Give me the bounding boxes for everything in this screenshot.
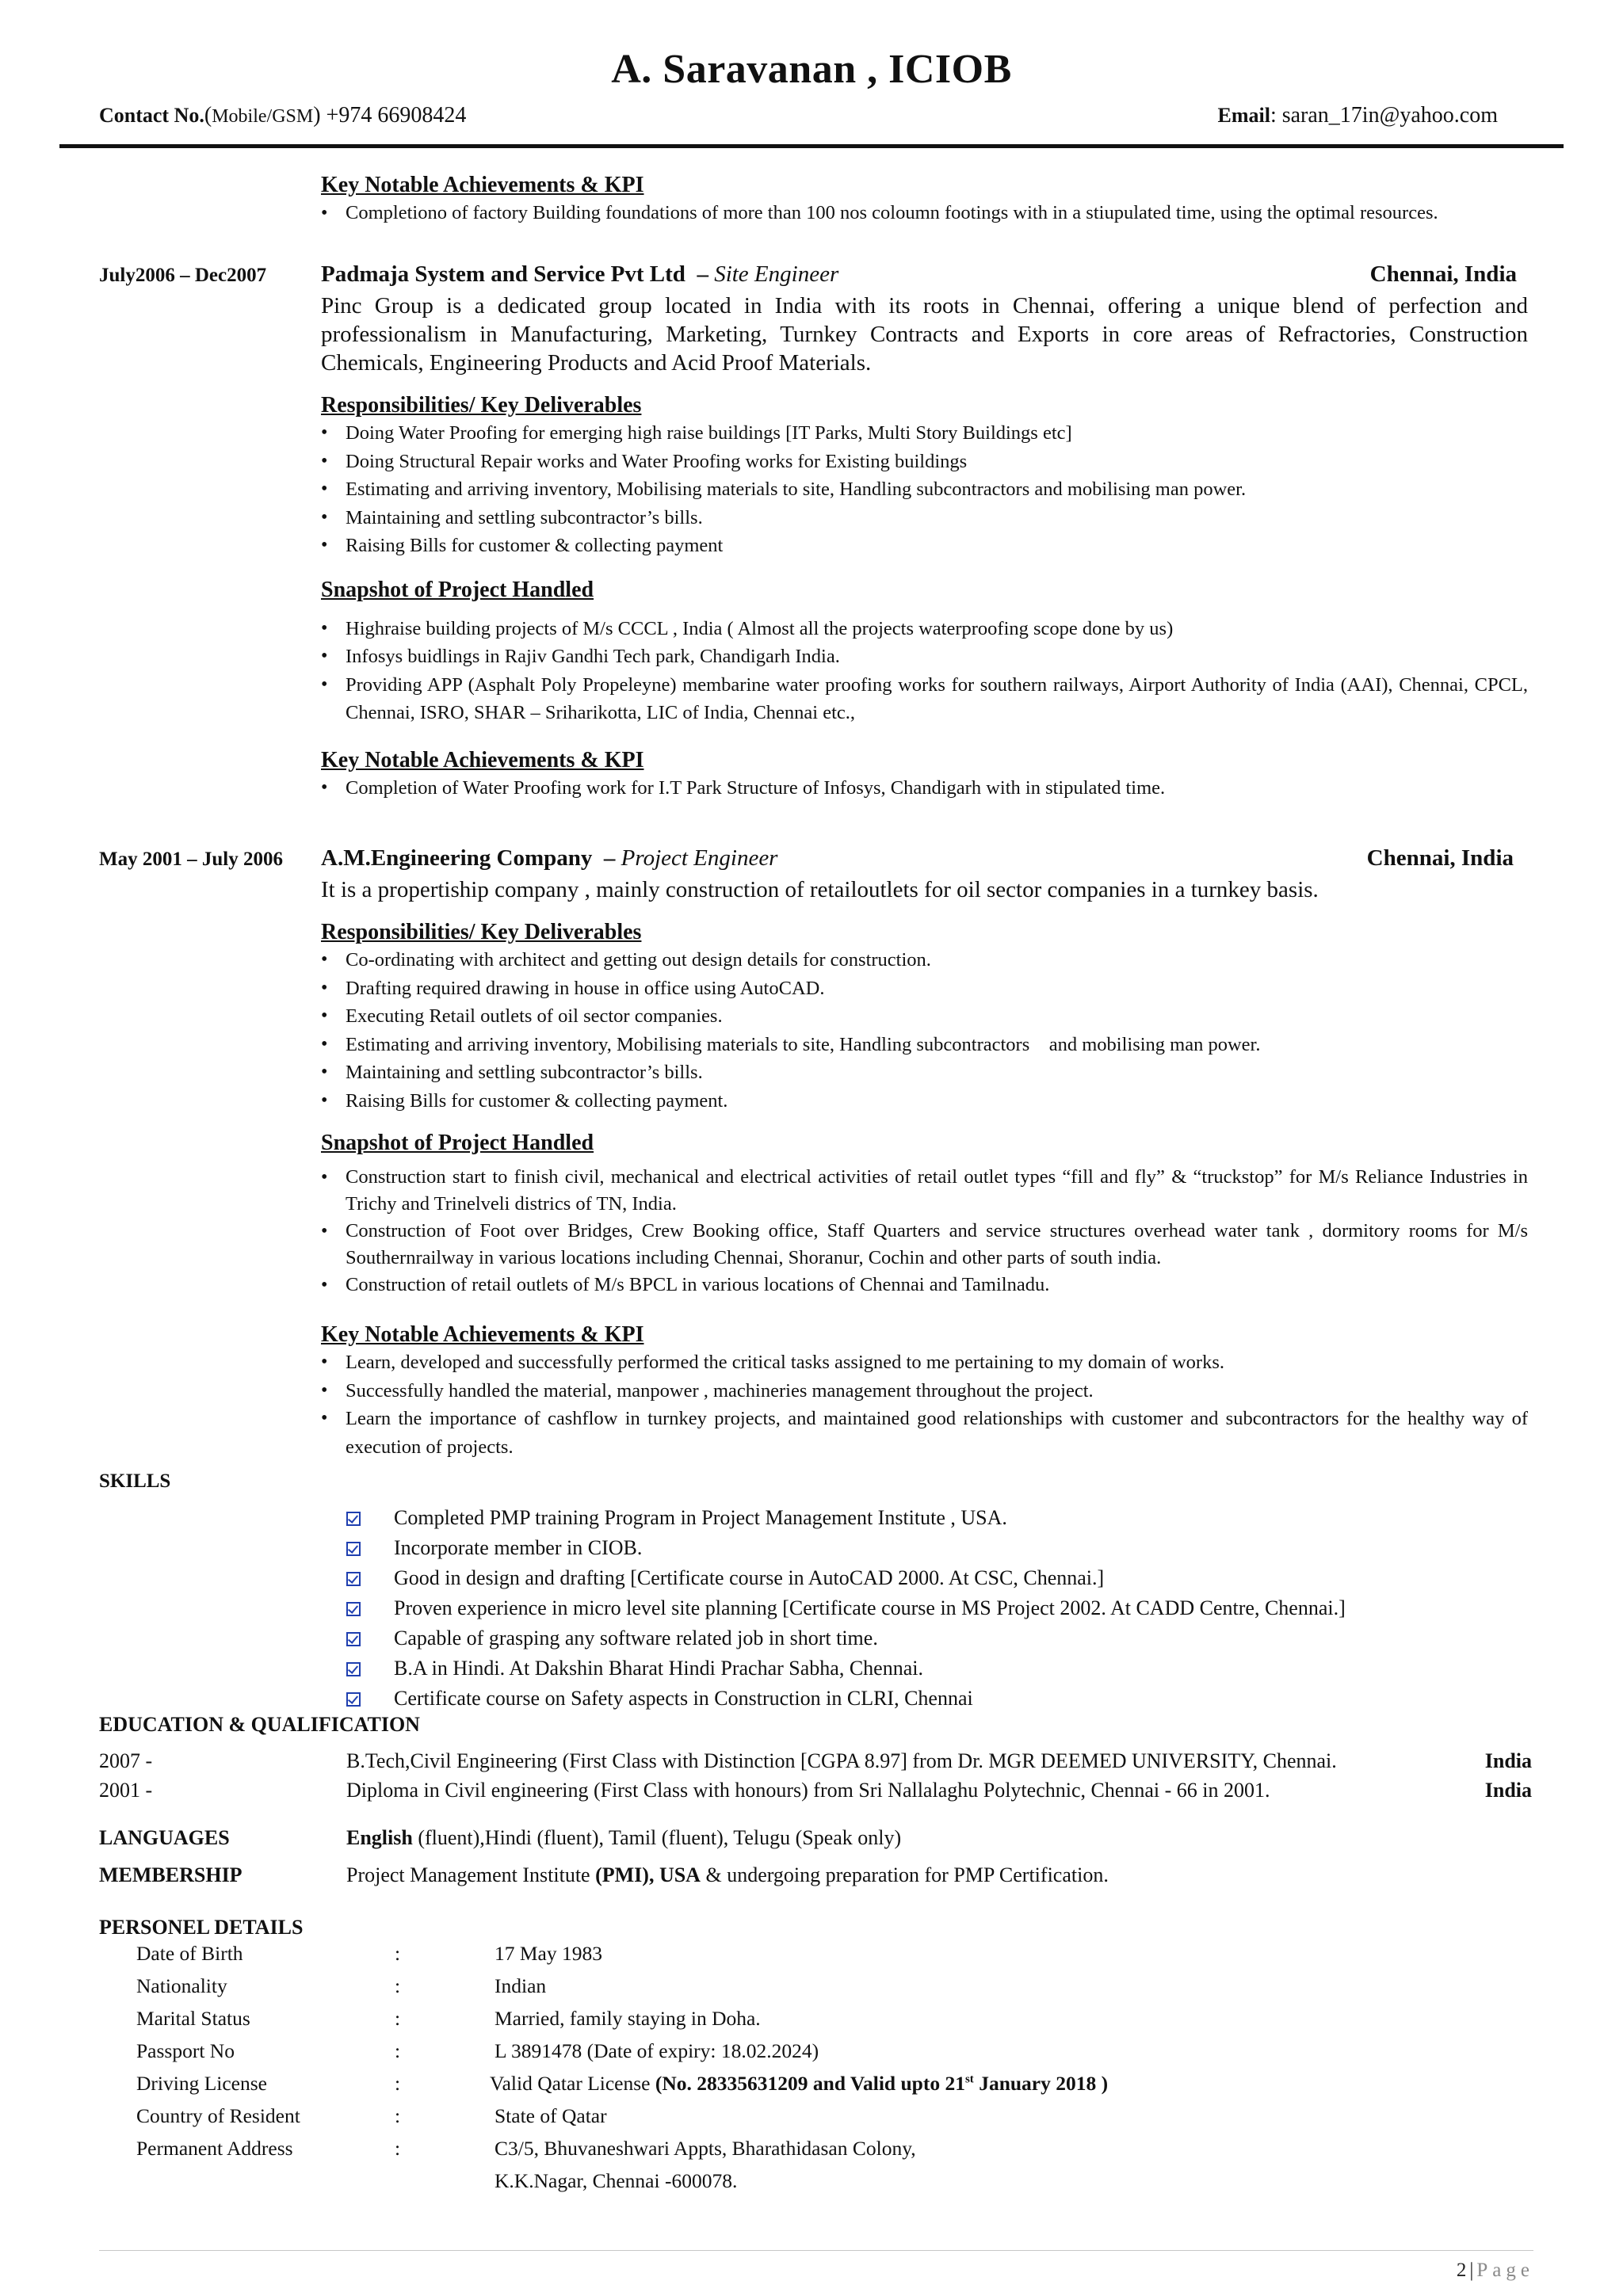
colon: : [395,2039,401,2062]
personal-heading: PERSONEL DETAILS [99,1916,304,1939]
job-role: Project Engineer [621,845,778,871]
phone-number: +974 66908424 [326,103,467,128]
education-text: B.Tech,Civil Engineering (First Class with Distinction [CGPA 8.97] from Dr. MGR DEEMED UNIVERSITY, Chennai. [346,1749,1337,1772]
checkbox-icon [346,1542,361,1556]
job-location: Chennai, India [1369,261,1517,287]
license-date: January 2018 ) [973,2072,1109,2095]
field-value: C3/5, Bhuvaneshwari Appts, Bharathidasan Colony, [495,2137,916,2160]
footer-divider [99,2250,1533,2251]
company-description: Pinc Group is a dedicated group located in India with its roots in Chennai, offering a unique blend of perfection and professionalism in Manufacturing, Marketing, Turnkey Contracts and Exports in core areas of Refractories, Construction Chemicals, Engineering Products and Acid Proof Materials. [321,293,1528,376]
colon: : [395,1942,401,1965]
section-heading: Responsibilities/ Key Deliverables [321,393,642,418]
field-value: Indian [495,1974,547,1997]
education-year: 2001 - [99,1779,153,1802]
job-role: Site Engineer [714,261,839,287]
paren-close: ) [313,103,321,128]
list-item: • Co-ordinating with architect and getting out design details for construction. [321,946,1528,974]
field-label: Passport No [136,2039,235,2062]
list-item: • Maintaining and settling subcontractor’s bills. [321,1058,1528,1087]
section-heading: Key Notable Achievements & KPI [321,173,644,197]
languages-label: LANGUAGES [99,1826,230,1849]
membership-post: & undergoing preparation for PMP Certification. [700,1863,1109,1886]
membership-label: MEMBERSHIP [99,1863,242,1886]
skill-text: B.A in Hindi. At Dakshin Bharat Hindi Prachar Sabha, Chennai. [394,1657,923,1680]
dash: – [697,261,708,287]
list-item: • Providing APP (Asphalt Poly Propeleyne) membarine water proofing works for southern railways, Airport Authority of India (AAI), Chennai, CPCL, Chennai, ISRO, SHAR – Sriharikotta, LIC of India, Chennai etc., [321,671,1528,727]
email-line [1217,103,1498,128]
field-value: Married, family staying in Doha. [495,2007,761,2030]
license-pre: Valid Qatar License [490,2072,655,2095]
education-country: India [1484,1779,1532,1802]
kpi-list [321,774,1528,803]
languages-rest: (fluent),Hindi (fluent), Tamil (fluent), Telugu (Speak only) [412,1826,902,1849]
checkbox-icon [346,1662,361,1676]
list-item: • Raising Bills for customer & collecting payment [321,532,1528,560]
personal-row-address-2 [136,2169,1325,2202]
project-list [321,615,1528,727]
job1-section [321,261,1528,802]
section-heading: Key Notable Achievements & KPI [321,1322,644,1347]
languages-value [346,1826,901,1850]
skill-text: Proven experience in micro level site planning [Certificate course in MS Project 2002. At CADD Centre, Chennai.] [394,1596,1346,1619]
email-label: Email [1217,104,1270,127]
colon: : [395,2072,401,2095]
personal-row-address [136,2137,1325,2169]
field-value [490,2072,1108,2096]
education-country: India [1484,1749,1532,1772]
kpi-list [321,200,1528,227]
skill-text: Certificate course on Safety aspects in Construction in CLRI, Chennai [394,1687,973,1710]
project-list [321,1164,1528,1299]
job-period: July2006 – Dec2007 [99,265,267,286]
email-address: : saran_17in@yahoo.com [1270,103,1498,128]
membership-value [346,1863,1109,1887]
list-item: • Completion of Water Proofing work for I.T Park Structure of Infosys, Chandigarh with in stipulated time. [321,774,1528,803]
kpi-list [321,1348,1528,1461]
checkbox-icon [346,1512,361,1526]
list-item: • Highraise building projects of M/s CCCL , India ( Almost all the projects waterproofing scope done by us) [321,615,1528,643]
job-heading [321,261,1528,292]
list-item: • Maintaining and settling subcontractor’s bills. [321,504,1528,532]
field-label: Driving License [136,2072,267,2095]
field-value: 17 May 1983 [495,1942,602,1965]
language-english: English [346,1826,413,1849]
list-item: • Estimating and arriving inventory, Mobilising materials to site, Handling subcontractors and mobilising man power. [321,475,1528,504]
list-item: • Raising Bills for customer & collecting payment. [321,1087,1528,1116]
field-label: Permanent Address [136,2137,293,2160]
list-item: • Construction of Foot over Bridges, Crew Booking office, Staff Quarters and service structures overhead water tank , dormitory rooms for M/s Southernrailway in various locations including Chennai, Shoranur, Cochin and other parts of south india. [321,1218,1528,1272]
dash: – [603,845,616,871]
colon: : [395,2137,401,2160]
job-heading [321,845,1528,875]
colon: : [395,1974,401,1997]
field-value: L 3891478 (Date of expiry: 18.02.2024) [495,2039,819,2062]
list-item: • Construction of retail outlets of M/s BPCL in various locations of Chennai and Tamilnadu. [321,1272,1528,1299]
page-number-value: 2 [1456,2260,1467,2281]
contact-line [99,103,466,128]
colon: : [395,2104,401,2127]
colon: : [395,2007,401,2030]
checkbox-icon [346,1602,361,1616]
skill-text: Capable of grasping any software related job in short time. [394,1627,878,1650]
personal-row-driving [136,2072,1325,2104]
membership-org: (PMI), USA [595,1863,701,1886]
personal-row-marital [136,2007,1325,2039]
job-period: May 2001 – July 2006 [99,849,283,870]
list-item: • Successfully handled the material, manpower , machineries management throughout the project. [321,1377,1528,1405]
personal-row-passport [136,2039,1325,2072]
page-number [1457,2260,1534,2282]
list-item: • Doing Structural Repair works and Water Proofing works for Existing buildings [321,448,1528,476]
job-location: Chennai, India [1366,845,1514,871]
page-word: Page [1476,2260,1534,2281]
education-row [99,1779,1532,1807]
checkbox-icon [346,1632,361,1646]
section-heading: Responsibilities/ Key Deliverables [321,920,642,944]
responsibility-list [321,946,1528,1115]
section-heading: Snapshot of Project Handled [321,577,594,602]
field-label: Date of Birth [136,1942,243,1965]
skill-text: Completed PMP training Program in Project Management Institute , USA. [394,1506,1007,1529]
list-item: • Drafting required drawing in house in office using AutoCAD. [321,974,1528,1003]
education-text: Diploma in Civil engineering (First Class with honours) from Sri Nallalaghu Polytechnic, Chennai - 66 in 2001. [346,1779,1270,1802]
list-item: • Completiono of factory Building foundations of more than 100 nos coloumn footings with in a stiupulated time, using the optimal resources. [321,200,1528,227]
top-kpi-section [321,173,1528,227]
checkbox-icon [346,1572,361,1586]
list-item: • Estimating and arriving inventory, Mobilising materials to site, Handling subcontractors and mobilising man power. [321,1031,1528,1059]
paren-open: ( [204,103,212,128]
checkbox-icon [346,1692,361,1707]
contact-type: Mobile/GSM [212,106,314,127]
field-label: Marital Status [136,2007,250,2030]
education-row [99,1749,1532,1778]
job2-section [321,845,1528,1461]
list-item: • Executing Retail outlets of oil sector companies. [321,1002,1528,1031]
field-label: Country of Resident [136,2104,300,2127]
company-name: A.M.Engineering Company [321,845,593,871]
list-item: • Construction start to finish civil, mechanical and electrical activities of retail outlet types “fill and fly” & “truckstop” for M/s Reliance Industries in Trichy and Trinelveli districs of TN, India. [321,1164,1528,1218]
field-value: K.K.Nagar, Chennai -600078. [495,2169,738,2192]
field-value: State of Qatar [495,2104,607,2127]
company-description: It is a propertiship company , mainly construction of retailoutlets for oil sector companies in a turnkey basis. [321,877,1319,902]
education-year: 2007 - [99,1749,153,1772]
personal-row-country [136,2104,1325,2137]
section-heading: Snapshot of Project Handled [321,1131,594,1155]
skills-heading: SKILLS [99,1470,171,1492]
field-label: Nationality [136,1974,227,1997]
list-item: • Infosys buidlings in Rajiv Gandhi Tech park, Chandigarh India. [321,643,1528,671]
company-name: Padmaja System and Service Pvt Ltd [321,261,685,287]
personal-row-nationality [136,1974,1325,2007]
list-item: • Doing Water Proofing for emerging high raise buildings [IT Parks, Multi Story Buildings etc] [321,419,1528,448]
responsibility-list [321,419,1528,560]
education-heading: EDUCATION & QUALIFICATION [99,1713,420,1736]
personal-row-dob [136,1942,1325,1974]
header-divider [59,144,1564,148]
contact-label: Contact No. [99,104,204,127]
skill-text: Incorporate member in CIOB. [394,1536,643,1559]
list-item: • Learn the importance of cashflow in turnkey projects, and maintained good relationships with customer and subcontractors for the healthy way of execution of projects. [321,1405,1528,1461]
candidate-name: A. Saravanan , ICIOB [611,47,1012,92]
section-heading: Key Notable Achievements & KPI [321,747,644,772]
page-separator: | [1469,2260,1474,2281]
membership-pre: Project Management Institute [346,1863,596,1886]
skill-text: Good in design and drafting [Certificate course in AutoCAD 2000. At CSC, Chennai.] [394,1566,1105,1589]
list-item: • Learn, developed and successfully performed the critical tasks assigned to me pertaining to my domain of works. [321,1348,1528,1377]
license-sup: st [964,2073,974,2086]
license-number: (No. 28335631209 and Valid upto 21 [655,2072,965,2095]
